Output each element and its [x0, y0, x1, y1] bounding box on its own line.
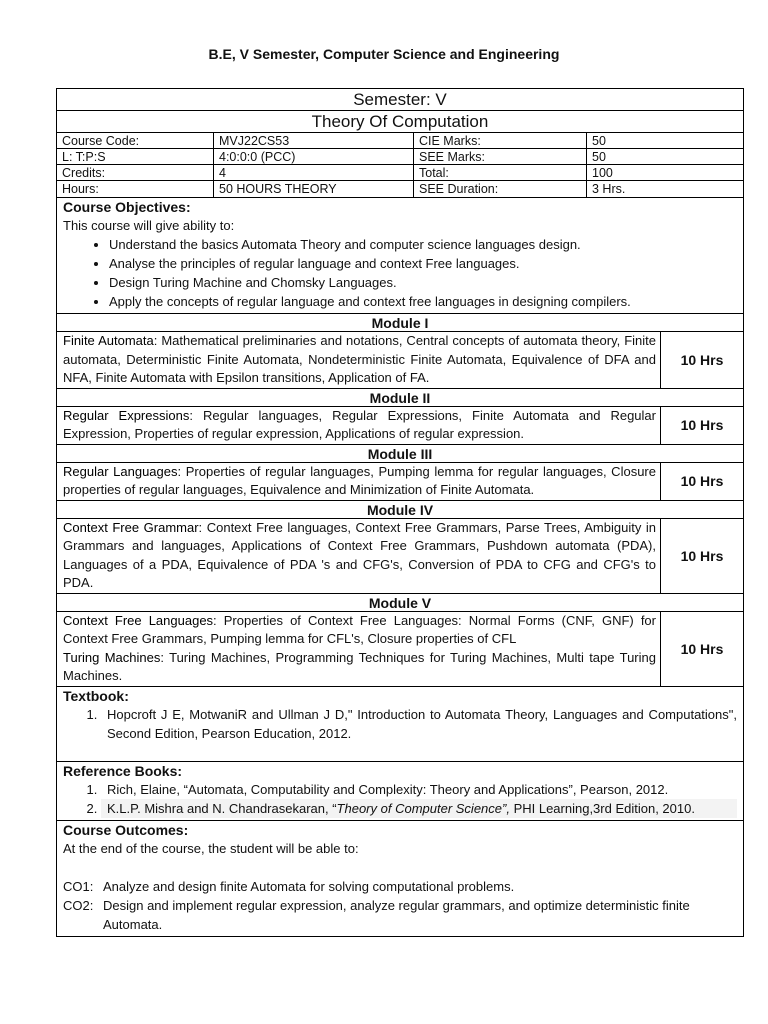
module-description: : Context Free languages, Context Free Grammars, Parse Trees, Ambiguity in Grammars and languages, Applications of Context Free Grammars, Pushdown automata (PDA), Languages of a PDA, Equivalence of PDA 's and CFG's, Conversion of PDA to CFG and CFG's to PDA. — [63, 519, 656, 590]
info-label: Total: — [414, 165, 587, 181]
module-hours: 10 Hrs — [680, 351, 724, 368]
info-value: 50 HOURS THEORY — [214, 181, 414, 197]
textbook-item: 1. Hopcroft J E, MotwaniR and Ullman J D," Introduction to Automata Theory, Languages and Computations", Second Edition, Pearson Education, 2012. — [101, 705, 737, 743]
info-value: 4:0:0:0 (PCC) — [214, 149, 414, 165]
module-topic: Context Free Grammar — [63, 519, 199, 535]
outcome-label: CO1: — [63, 878, 94, 894]
objectives-intro: This course will give ability to: — [63, 218, 235, 233]
reference-authors: K.L.P. Mishra and N. Chandrasekaran, “ — [107, 800, 337, 816]
module-hours: 10 Hrs — [680, 640, 724, 657]
module-content — [57, 332, 661, 388]
module-row — [57, 612, 743, 687]
module-content — [57, 519, 661, 593]
module-hours: 10 Hrs — [680, 417, 724, 433]
objectives-heading: Course Objectives: — [63, 199, 191, 215]
info-label: Course Code: — [57, 133, 214, 149]
module-title: Module V — [57, 594, 743, 612]
module-topic: Regular Languages — [63, 463, 178, 479]
info-value: 3 Hrs. — [592, 182, 626, 196]
module-hours: 10 Hrs — [680, 473, 724, 489]
semester-title: Semester: V — [57, 89, 743, 111]
module-title: Module I — [57, 314, 743, 332]
module-topic: Finite Automata — [63, 333, 154, 348]
info-value: 50 — [587, 133, 743, 149]
info-label: SEE Marks: — [414, 149, 587, 165]
syllabus-table — [56, 88, 744, 937]
module-title: Module II — [57, 389, 743, 407]
module-topic: Regular Expressions — [63, 407, 190, 423]
course-info-table — [57, 133, 743, 198]
module-description: : Regular languages, Regular Expressions, Finite Automata and Regular Expression, Properties of regular expression, Applications of regular expression. — [63, 407, 656, 441]
reference-publisher: PHI Learning,3rd Edition, 2010. — [509, 800, 695, 816]
course-title: Theory Of Computation — [57, 111, 743, 133]
reference-heading: Reference Books: — [63, 762, 183, 779]
module-topic: Context Free Languages — [63, 612, 214, 628]
info-label: L: T:P:S — [57, 149, 214, 165]
course-outcomes — [57, 821, 743, 936]
module-hours: 10 Hrs — [680, 547, 724, 564]
info-value: 50 — [587, 149, 743, 165]
outcomes-heading: Course Outcomes: — [63, 821, 189, 838]
info-label: Credits: — [57, 165, 214, 181]
info-value: 4 — [214, 165, 414, 181]
textbook-heading: Textbook: — [63, 687, 129, 704]
module-content — [57, 463, 661, 500]
module-title: Module III — [57, 445, 743, 463]
reference-book-title: Theory of Computer Science”, — [336, 800, 510, 816]
objective-item: • Understand the basics Automata Theory and computer science languages design. — [109, 235, 737, 254]
outcome-text: Analyze and design finite Automata for solving computational problems. — [103, 878, 515, 894]
outcome-label: CO2: — [63, 897, 94, 913]
module-topic: Turing Machines — [63, 649, 161, 665]
module-description: : Mathematical preliminaries and notations, Central concepts of automata theory, Finite automata, Deterministic Finite Automata, Nondeterministic Finite Automata, Equivalence of DFA and NFA, Finite Automata with Epsilon transitions, Application of FA. — [63, 333, 657, 385]
info-value: MVJ22CS53 — [214, 133, 414, 149]
info-label: CIE Marks: — [414, 133, 587, 149]
info-value: 100 — [587, 165, 743, 181]
module-description: : Properties of regular languages, Pumping lemma for regular languages, Closure properties of regular languages, Equivalence and Minimization of Finite Automata. — [63, 463, 656, 497]
info-label: SEE Duration: — [414, 181, 587, 197]
module-row — [57, 332, 743, 389]
module-row — [57, 407, 743, 445]
info-label: Hours: — [57, 181, 214, 197]
reference-item — [101, 799, 737, 818]
module-title: Module IV — [57, 501, 743, 519]
module-content — [57, 407, 661, 444]
outcome-item — [63, 877, 737, 896]
objective-item: • Analyse the principles of regular language and context Free languages. — [109, 254, 737, 273]
textbook-section — [57, 687, 743, 762]
objective-item: • Design Turing Machine and Chomsky Languages. — [109, 273, 737, 292]
module-content — [57, 612, 661, 686]
outcome-item — [63, 896, 737, 934]
module-description: : Properties of Context Free Languages: Normal Forms (CNF, GNF) for Context Free Grammars, Pumping lemma for CFL's, Closure properties of CFL — [63, 612, 656, 646]
objective-item: • Apply the concepts of regular language and context free languages in designing compilers. — [109, 292, 737, 311]
module-row — [57, 463, 743, 501]
outcome-text: Design and implement regular expression, analyze regular grammars, and optimize deterministic finite Automata. — [103, 897, 690, 932]
module-description: : Turing Machines, Programming Techniques for Turing Machines, Multi tape Turing Machines. — [63, 649, 656, 683]
reference-item: 1. Rich, Elaine, “Automata, Computability and Complexity: Theory and Applications”, Pearson, 2012. — [101, 780, 737, 799]
course-objectives — [57, 198, 743, 314]
module-row — [57, 519, 743, 594]
page-header: B.E, V Semester, Computer Science and Engineering — [208, 46, 560, 62]
outcomes-intro: At the end of the course, the student will be able to: — [63, 840, 359, 856]
reference-section — [57, 762, 743, 821]
